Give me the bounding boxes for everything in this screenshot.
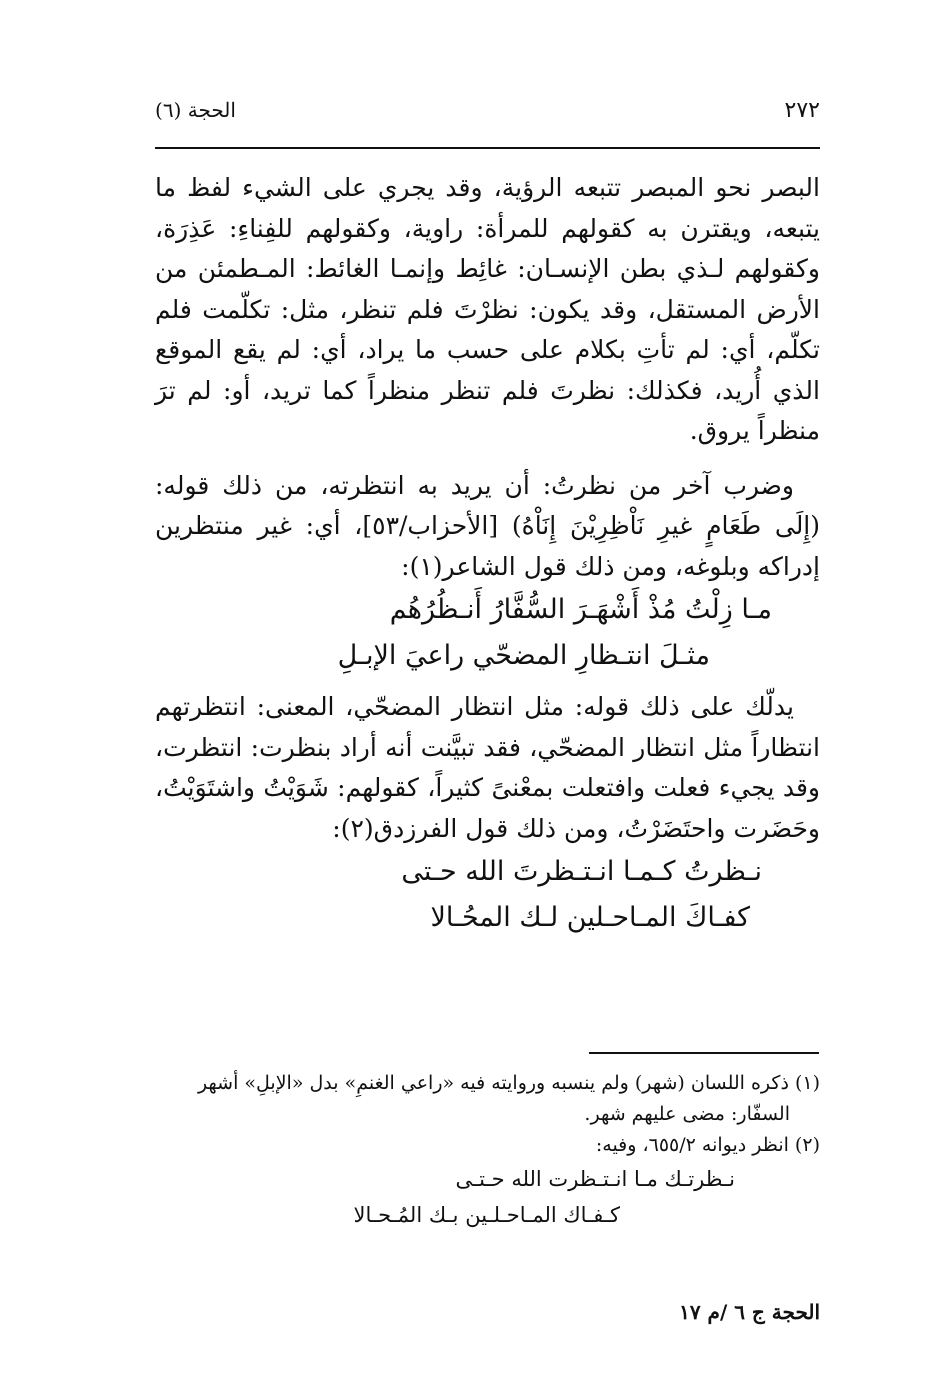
running-title: الحجة (٦) bbox=[155, 98, 236, 122]
paragraph-1: البصر نحو المبصر تتبعه الرؤية، وقد يجري على الشيء لفظ ما يتبعه، ويقترن به كقولهم للمرأة: راوية، وكقولهم للفِناءِ: عَذِرَة، وكقولهم لـذي بطن الإنسـان: غائِط وإنمـا الغائط: المـطمئن من الأرض المستقل، وقد يكون: نظرْتَ فلم تنظر، مثل: تكلّمت فلم تكلّم، أي: لم تأتِ بكلام على حسب ما يراد، أي: لم يقع الموقع الذي أُريد، فكذلك: نظرتَ فلم تنظر منظراً كما تريد، أو: لم ترَ منظراً يروق. bbox=[155, 173, 820, 445]
footnote-divider bbox=[589, 1052, 819, 1054]
footnote-1: (١) ذكره اللسان (شهر) ولم ينسبه وروايته فيه «راعي الغنمِ» بدل «الإبلِ» أشهر bbox=[197, 1072, 820, 1094]
poem-verse-4: كفـاكَ المـاحـلين لـك المحُـالا bbox=[430, 902, 750, 933]
footnote-2: (٢) انظر ديوانه ٦٥٥/٢، وفيه: bbox=[595, 1134, 820, 1156]
poem-verse-1: مـا زِلْتُ مُذْ أَشْهَـرَ السُّفَّارُ أَنـظُرُهُم bbox=[389, 594, 772, 625]
footnote-1-continuation: السفّار: مضى عليهم شهر. bbox=[584, 1103, 790, 1125]
poem-verse-2: مثـلَ انتـظارِ المضحّي راعيَ الإبـلِ bbox=[337, 640, 710, 671]
header-divider bbox=[155, 147, 820, 149]
printer-signature: الحجة ج ٦ /م ١٧ bbox=[679, 1300, 820, 1324]
poem-verse-3: نـظرتُ كـمـا انـتـظرتَ الله حـتى bbox=[401, 856, 762, 887]
footnote-verse-1: نـظرتـك مـا انـتـظرت الله حـتـى bbox=[455, 1167, 735, 1191]
footnote-verse-2: كـفـاك المـاحـلـين بـك المُـحـالا bbox=[353, 1203, 620, 1227]
paragraph-2: وضرب آخر من نظرتُ: أن يريد به انتظرته، من ذلك قوله: (إِلَى طَعَامٍ غيرِ نَاْظِرِيْنَ إِنَاْهُ) [الأحزاب/٥٣]، أي: غير منتظرين إدراكه وبلوغه، ومن ذلك قول الشاعر(١): bbox=[155, 470, 821, 581]
paragraph-3: يدلّك على ذلك قوله: مثل انتظار المضحّي، المعنى: انتظرتهم انتظاراً مثل انتظار المضحّي، فقد تبيَّنت أنه أراد بنظرت: انتظرت، وقد يجيء فعلت وافتعلت بمعْنىً كثيراً، كقولهم: شَوَيْتُ واشتَوَيْتُ، وحَضَرت واحتَضَرْتُ، ومن ذلك قول الفرزدق(٢): bbox=[155, 692, 820, 843]
page-header bbox=[155, 98, 820, 138]
main-text bbox=[155, 168, 820, 941]
page-number: ٢٧٢ bbox=[784, 98, 820, 123]
footnotes bbox=[155, 1068, 820, 1233]
